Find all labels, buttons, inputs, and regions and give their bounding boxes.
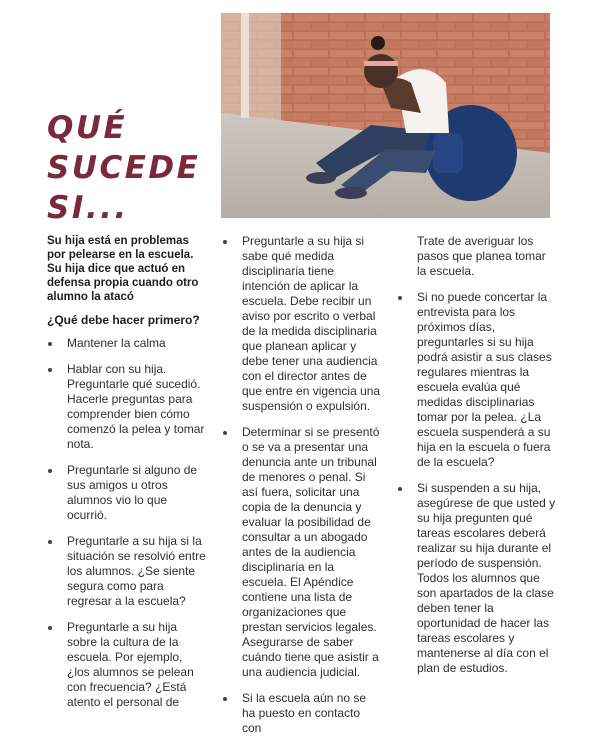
list-item: Preguntarle a su hija si sabe qué medida disciplinaria tiene intención de aplicar la escuela. Debe recibir un aviso por escrito o verbal de la medida disciplinaria que planean aplicar y debe tener una audiencia con el director antes de que entre en vigencia una suspensión o expulsión. — [222, 234, 382, 414]
list-item: Hablar con su hija. Preguntarle qué sucedió. Hacerle preguntas para comprender bien cómo comenzó la pelea y tomar nota. — [47, 362, 207, 452]
bullet-icon — [48, 469, 52, 473]
title-line-2: SUCEDE — [47, 150, 201, 186]
title-line-3: SI... — [47, 190, 129, 226]
list-item: Si la escuela aún no se ha puesto en contacto con — [222, 691, 382, 736]
bullet-icon — [398, 296, 402, 300]
bullet-icon — [48, 368, 52, 372]
list-item: Preguntarle si alguno de sus amigos u otros alumnos vio lo que ocurrió. — [47, 463, 207, 523]
bullet-icon — [48, 540, 52, 544]
bullet-icon — [223, 431, 227, 435]
column-1 — [47, 234, 207, 721]
steps-list-1 — [47, 336, 207, 710]
column-2 — [222, 234, 382, 747]
photo-teen-sitting-against-brick-wall — [221, 13, 550, 218]
steps-list-3 — [397, 290, 557, 676]
continued-text: Trate de averiguar los pasos que planea tomar la escuela. — [417, 234, 546, 278]
bullet-icon — [48, 342, 52, 346]
title-line-1: QUÉ — [47, 110, 128, 146]
list-item: Preguntarle a su hija sobre la cultura de la escuela. Por ejemplo, ¿los alumnos se pelean con frecuencia? ¿Está atento el personal de — [47, 620, 207, 710]
intro-text: Su hija está en problemas por pelearse en la escuela. Su hija dice que actuó en defensa propia cuando otro alumno la atacó — [47, 235, 199, 303]
column-3 — [397, 234, 557, 687]
photo-illustration — [221, 13, 550, 218]
list-item: Determinar si se presentó o se va a presentar una denuncia ante un tribunal de menores o penal. Si así fuera, solicitar una copia de la denuncia y evaluar la posibilidad de consultar a un abogado antes de la audiencia disciplinaria en la escuela. El Apéndice contiene una lista de organizaciones que prestan servicios legales. Asegurarse de saber cuándo tiene que asistir a una audiencia judicial. — [222, 425, 382, 680]
steps-list-2 — [222, 234, 382, 736]
list-item: Si no puede concertar la entrevista para los próximos días, preguntarles si su hija podrá asistir a sus clases regulares mientras la escuela evalúa qué medidas disciplinarias tomar por la pelea. ¿La escuela suspenderá a su hija en la escuela o fuera de la escuela? — [397, 290, 557, 470]
section-question: ¿Qué debe hacer primero? — [47, 313, 200, 327]
bullet-icon — [223, 697, 227, 701]
bullet-icon — [223, 240, 227, 244]
list-item: Preguntarle a su hija si la situación se resolvió entre los alumnos. ¿Se siente segura como para regresar a la escuela? — [47, 534, 207, 609]
list-item: Si suspenden a su hija, asegúrese de que usted y su hija pregunten qué tareas escolares deberá realizar su hija durante el período de suspensión. Todos los alumnos que son apartados de la clase deben tener la oportunidad de hacer las tareas escolares y mantenerse al día con el plan de estudios. — [397, 481, 557, 676]
bullet-icon — [48, 626, 52, 630]
page-title — [47, 108, 222, 228]
list-item: Mantener la calma — [47, 336, 207, 351]
bullet-icon — [398, 487, 402, 491]
